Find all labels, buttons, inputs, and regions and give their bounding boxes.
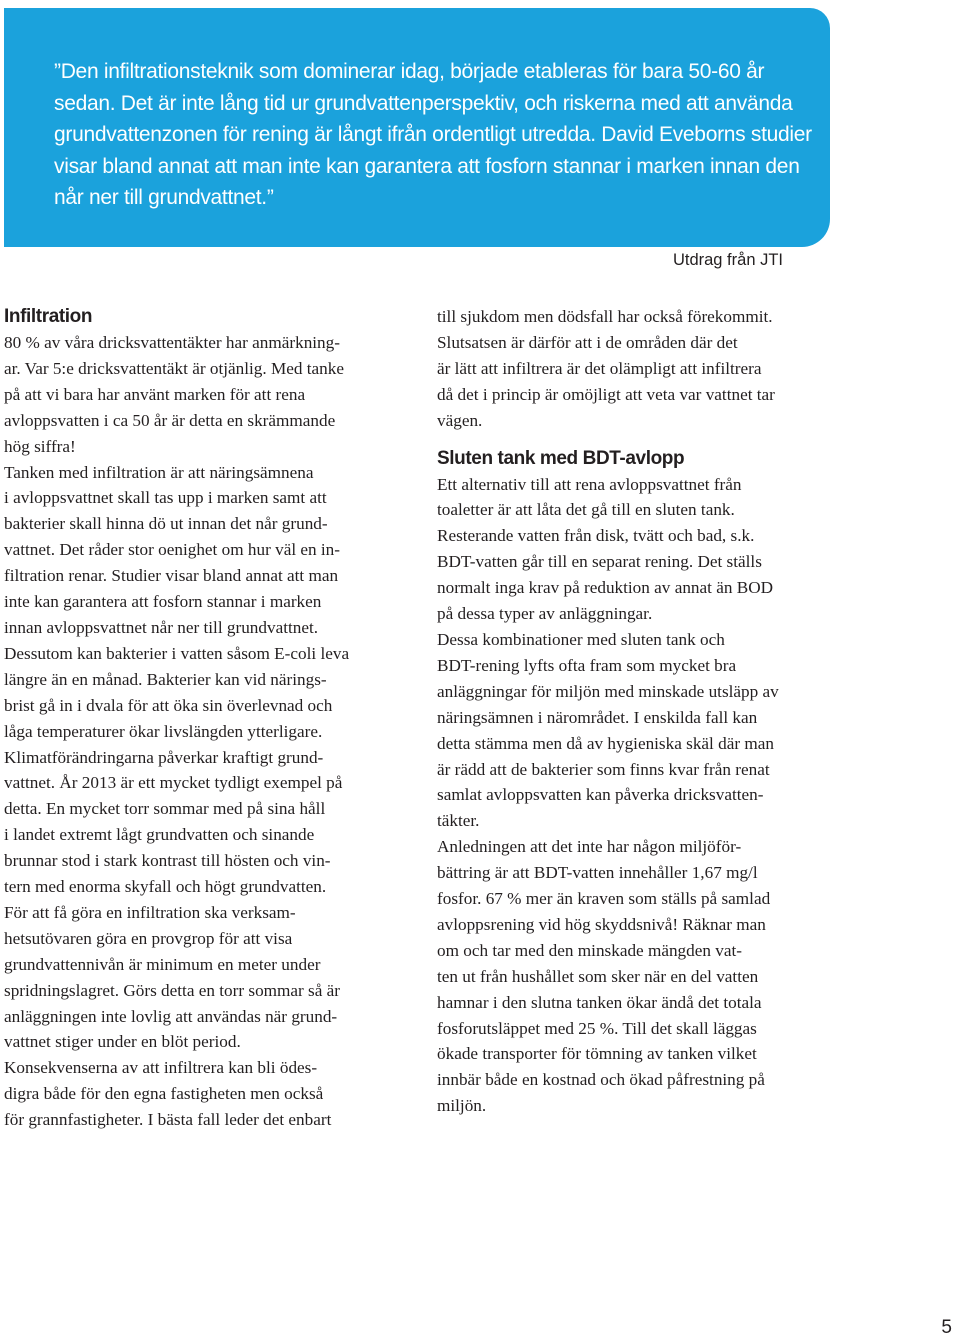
body-text-line: normalt inga krav på reduktion av annat än BOD (437, 578, 774, 598)
body-text-line: hamnar i den slutna tanken ökar ändå det totala (437, 992, 762, 1012)
section-spacer (437, 434, 837, 446)
body-text-line: BDT-rening lyfts ofta fram som mycket bra (437, 655, 737, 675)
body-text-line: på att vi bara har använt marken för att rena (4, 384, 306, 404)
body-text-line: i avloppsvattnet skall tas upp i marken samt att (4, 488, 327, 508)
pull-quote-box (4, 8, 830, 247)
body-text-line: Slutsatsen är därför att i de områden där det (437, 332, 738, 352)
quote-line: visar bland annat att man inte kan garantera att fosforn stannar i marken innan den (54, 154, 800, 178)
body-text-line: fosforutsläppet med 25 %. Till det skall läggas (437, 1018, 757, 1038)
body-text-line: BDT-vatten går till en separat rening. Det ställs (437, 552, 762, 572)
body-text-line: inte kan garantera att fosforn stannar i marken (4, 592, 322, 612)
body-text-line: anläggningen inte lovlig att användas när grund- (4, 1006, 338, 1026)
right-column (437, 304, 837, 1119)
body-text-line: näringsämnen i närområdet. I enskilda fall kan (437, 707, 758, 727)
body-text-line: på dessa typer av anläggningar. (437, 604, 653, 624)
body-text-line: Anledningen att det inte har någon miljöför- (437, 837, 742, 857)
body-text-line: Klimatförändringarna påverkar kraftigt grund- (4, 747, 324, 767)
body-text-line: innan avloppsvattnet når ner till grundvattnet. (4, 617, 319, 637)
body-text-line: brunnar stod i stark kontrast till hösten och vin- (4, 851, 331, 871)
body-text-line: digra både för den egna fastigheten men också (4, 1084, 324, 1104)
body-text-line: Ett alternativ till att rena avloppsvattnet från (437, 474, 742, 494)
body-text-line: grundvattennivån är minimum en meter under (4, 954, 321, 974)
body-text-line: Konsekvenserna av att infiltrera kan bli ödes- (4, 1058, 318, 1078)
body-text-line: ar. Var 5:e dricksvattentäkt är otjänlig. Med tanke (4, 358, 344, 378)
body-text-line: detta. En mycket torr sommar med på sina håll (4, 799, 326, 819)
left-column (4, 304, 404, 1133)
body-text-line: vattnet. Det råder stor oenighet om hur väl en in- (4, 540, 341, 560)
body-text-line: brist gå in i dvala för att öka sin överlevnad och (4, 695, 333, 715)
body-text-line: anläggningar för miljön med minskade utsläpp av (437, 681, 779, 701)
body-text-line: bakterier skall hinna dö ut innan det når grund- (4, 514, 328, 534)
body-text-line: avloppsrening vid hög skyddsnivå! Räknar man (437, 914, 766, 934)
body-text-line: ökade transporter för tömning av tanken vilket (437, 1044, 757, 1064)
body-text-line: toaletter är att låta det gå till en sluten tank. (437, 500, 735, 520)
body-text-line: då det i princip är omöjligt att veta var vattnet tar (437, 384, 775, 404)
body-text-line: i landet extremt lågt grundvatten och sinande (4, 825, 315, 845)
body-text-line: hetsutövaren göra en provgrop för att visa (4, 928, 293, 948)
right-column-body (437, 472, 837, 1120)
body-text-line: 80 % av våra dricksvattentäkter har anmärkning- (4, 333, 340, 352)
body-text-line: För att få göra en infiltration ska verksam- (4, 902, 296, 922)
body-text-line: Dessa kombinationer med sluten tank och (437, 629, 725, 649)
body-text-line: till sjukdom men dödsfall har också förekommit. (437, 307, 773, 326)
quote-line: sedan. Det är inte lång tid ur grundvattenperspektiv, och riskerna med att använda (54, 91, 793, 115)
quote-source: Utdrag från JTI (672, 251, 783, 269)
body-text-line: ten ut från hushållet som sker när en del vatten (437, 966, 759, 986)
body-text-line: vattnet stiger under en blöt period. (4, 1032, 241, 1052)
body-text-line: spridningslagret. Görs detta en torr sommar så är (4, 980, 341, 1000)
body-text-line: Tanken med infiltration är att näringsämnena (4, 462, 314, 482)
quote-line: grundvattenzonen för rening är långt ifrån ordentligt utredda. David Eveborns studier (54, 123, 812, 147)
body-text-line: bättring är att BDT-vatten innehåller 1,67 mg/l (437, 863, 758, 883)
section-heading-sluten-tank: Sluten tank med BDT-avlopp (437, 447, 685, 469)
quote-line: ”Den infiltrationsteknik som dominerar idag, började etableras för bara 50-60 år (54, 60, 765, 83)
body-text-line: är rädd att de bakterier som finns kvar från renat (437, 759, 770, 779)
body-text-line: innbär både en kostnad och ökad påfrestning på (437, 1070, 765, 1090)
body-text-line: fosfor. 67 % mer än kraven som ställs på samlad (437, 889, 771, 909)
body-text-line: om och tar med den minskade mängden vat- (437, 940, 742, 960)
body-text-line: hög siffra! (4, 436, 76, 456)
body-text-line: för grannfastigheter. I bästa fall leder det enbart (4, 1110, 332, 1130)
body-text-line: vägen. (437, 410, 483, 430)
section-heading-infiltration: Infiltration (4, 306, 93, 327)
body-text-line: Resterande vatten från disk, tvätt och bad, s.k. (437, 526, 755, 546)
body-text-line: miljön. (437, 1096, 487, 1116)
body-text-line: filtration renar. Studier visar bland annat att man (4, 566, 339, 586)
quote-line: når ner till grundvattnet.” (54, 186, 274, 210)
body-text-line: låga temperaturer ökar livslängden ytterligare. (4, 721, 323, 741)
body-text-line: avloppsvatten i ca 50 år är detta en skrämmande (4, 410, 336, 430)
body-text-line: vattnet. År 2013 är ett mycket tydligt exempel på (4, 773, 343, 793)
body-text-line: tern med enorma skyfall och högt grundvatten. (4, 877, 327, 897)
right-column-intro (437, 304, 837, 434)
body-text-line: längre än en månad. Bakterier kan vid närings- (4, 669, 327, 689)
left-column-body (4, 330, 404, 1133)
body-text-line: Dessutom kan bakterier i vatten såsom E-coli leva (4, 643, 350, 663)
body-text-line: täkter. (437, 811, 480, 831)
page-number: 5 (941, 1317, 952, 1338)
body-text-line: samlat avloppsvatten kan påverka dricksvatten- (437, 785, 764, 805)
body-text-line: är lätt att infiltrera är det olämpligt att infiltrera (437, 358, 762, 378)
body-text-line: detta stämma men då av hygieniska skäl där man (437, 733, 774, 753)
